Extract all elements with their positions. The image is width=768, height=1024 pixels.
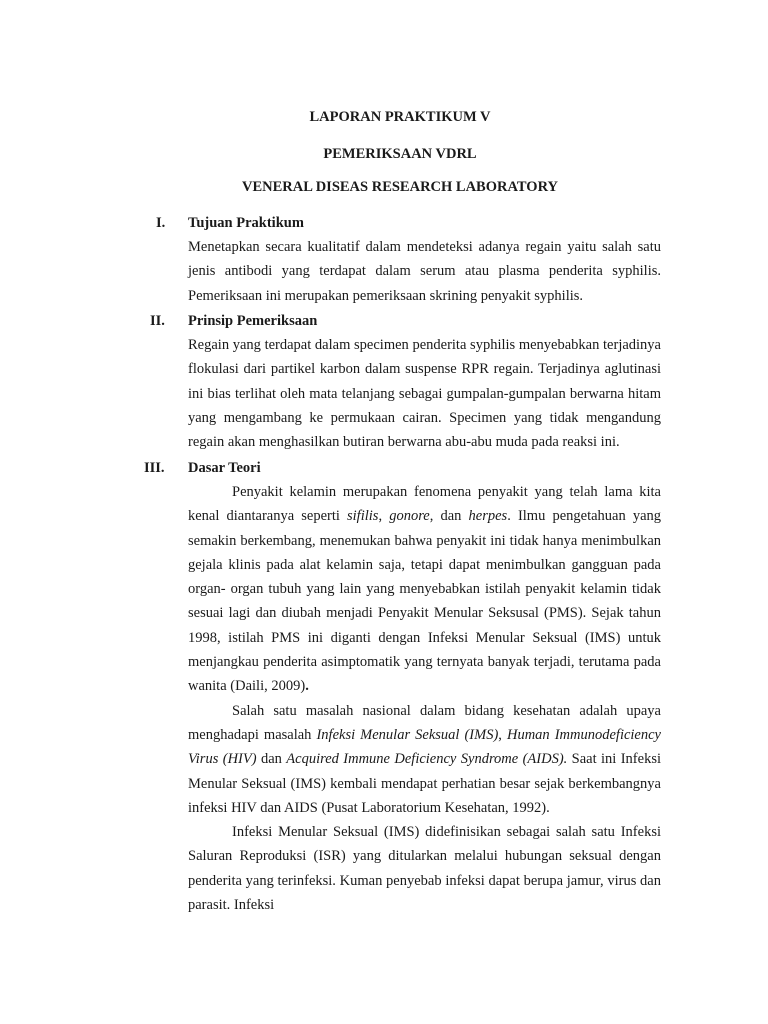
text-run: , xyxy=(378,508,390,525)
italic-term: gonore xyxy=(389,508,430,525)
section-title: Tujuan Praktikum xyxy=(188,215,304,231)
italic-term: sifilis xyxy=(347,508,379,525)
text-run: . Ilmu pengetahuan yang semakin berkembang, menemukan bahwa penyakit ini tidak hanya menimbulkan gejala klinis pada alat kelamin saja, tetapi dapat menimbulkan gangguan pada organ- organ tubuh yang lain yang menyebabkan istilah penyakit kelamin tidak sesuai lagi dan diubah menjadi Penyakit Menular Seksusal (PMS). Sejak tahun 1998, istilah PMS ini diganti dengan Infeksi Menular Seksual (IMS) untuk menjangkau penderita asimptomatik yang ternyata banyak terjadi, terutama pada wanita (Daili, 2009) xyxy=(188,508,662,695)
section-number: II. xyxy=(150,313,165,329)
paragraph: Menetapkan secara kualitatif dalam mendeteksi adanya regain yaitu salah satu jenis antibodi yang terdapat dalam serum atau plasma penderita syphilis. Pemeriksaan ini merupakan pemeriksaan skrining penyakit syphilis. xyxy=(188,239,661,304)
text-run: Saat ini Infeksi Menular Seksual (IMS) kembali mendapat perhatian besar sejak berkembangnya infeksi HIV dan AIDS (Pusat Laboratorium Kesehatan, 1992). xyxy=(188,751,661,816)
italic-term: Human Immunodeficiency Virus (HIV) xyxy=(188,726,661,768)
report-subtitle-full: VENERAL DISEAS RESEARCH LABORATORY xyxy=(241,179,558,195)
italic-term: Infeksi Menular Seksual (IMS) xyxy=(316,726,499,743)
text-run: Penyakit kelamin merupakan fenomena penyakit yang telah lama kita kenal diantaranya seperti xyxy=(188,484,661,525)
text-run: , xyxy=(498,726,507,743)
paragraph xyxy=(188,480,661,699)
section-number: I. xyxy=(156,215,166,231)
text-run: dan xyxy=(256,751,287,768)
text-run: . xyxy=(305,678,309,695)
paragraph: Infeksi Menular Seksual (IMS) didefinisikan sebagai salah satu Infeksi Saluran Reproduksi (ISR) yang ditularkan melalui hubungan seksual dengan penderita yang terinfeksi. Kuman penyebab infeksi dapat berupa jamur, virus dan parasit. Infeksi xyxy=(188,824,661,914)
section-title: Dasar Teori xyxy=(188,460,261,476)
text-run: , dan xyxy=(429,508,469,525)
italic-term: herpes xyxy=(468,508,508,525)
section-body xyxy=(188,235,661,308)
paragraph xyxy=(188,699,661,820)
section-body xyxy=(188,333,661,454)
report-subtitle: PEMERIKSAAN VDRL xyxy=(323,146,477,162)
paragraph: Regain yang terdapat dalam specimen penderita syphilis menyebabkan terjadinya flokulasi dari partikel karbon dalam suspense RPR regain. Terjadinya aglutinasi ini bias terlihat oleh mata telanjang sebagai gumpalan-gumpalan berwarna hitam yang mengambang ke permukaan cairan. Specimen yang tidak mengandung regain akan menghasilkan butiran berwarna abu-abu muda pada reaksi ini. xyxy=(188,337,661,451)
italic-term: Acquired Immune Deficiency Syndrome (AIDS). xyxy=(286,751,568,768)
section-title: Prinsip Pemeriksaan xyxy=(188,313,318,329)
section-number: III. xyxy=(144,460,165,476)
section-body xyxy=(188,480,661,917)
report-title: LAPORAN PRAKTIKUM V xyxy=(309,109,491,125)
text-run: Salah satu masalah nasional dalam bidang kesehatan adalah upaya menghadapi masalah xyxy=(188,702,661,743)
